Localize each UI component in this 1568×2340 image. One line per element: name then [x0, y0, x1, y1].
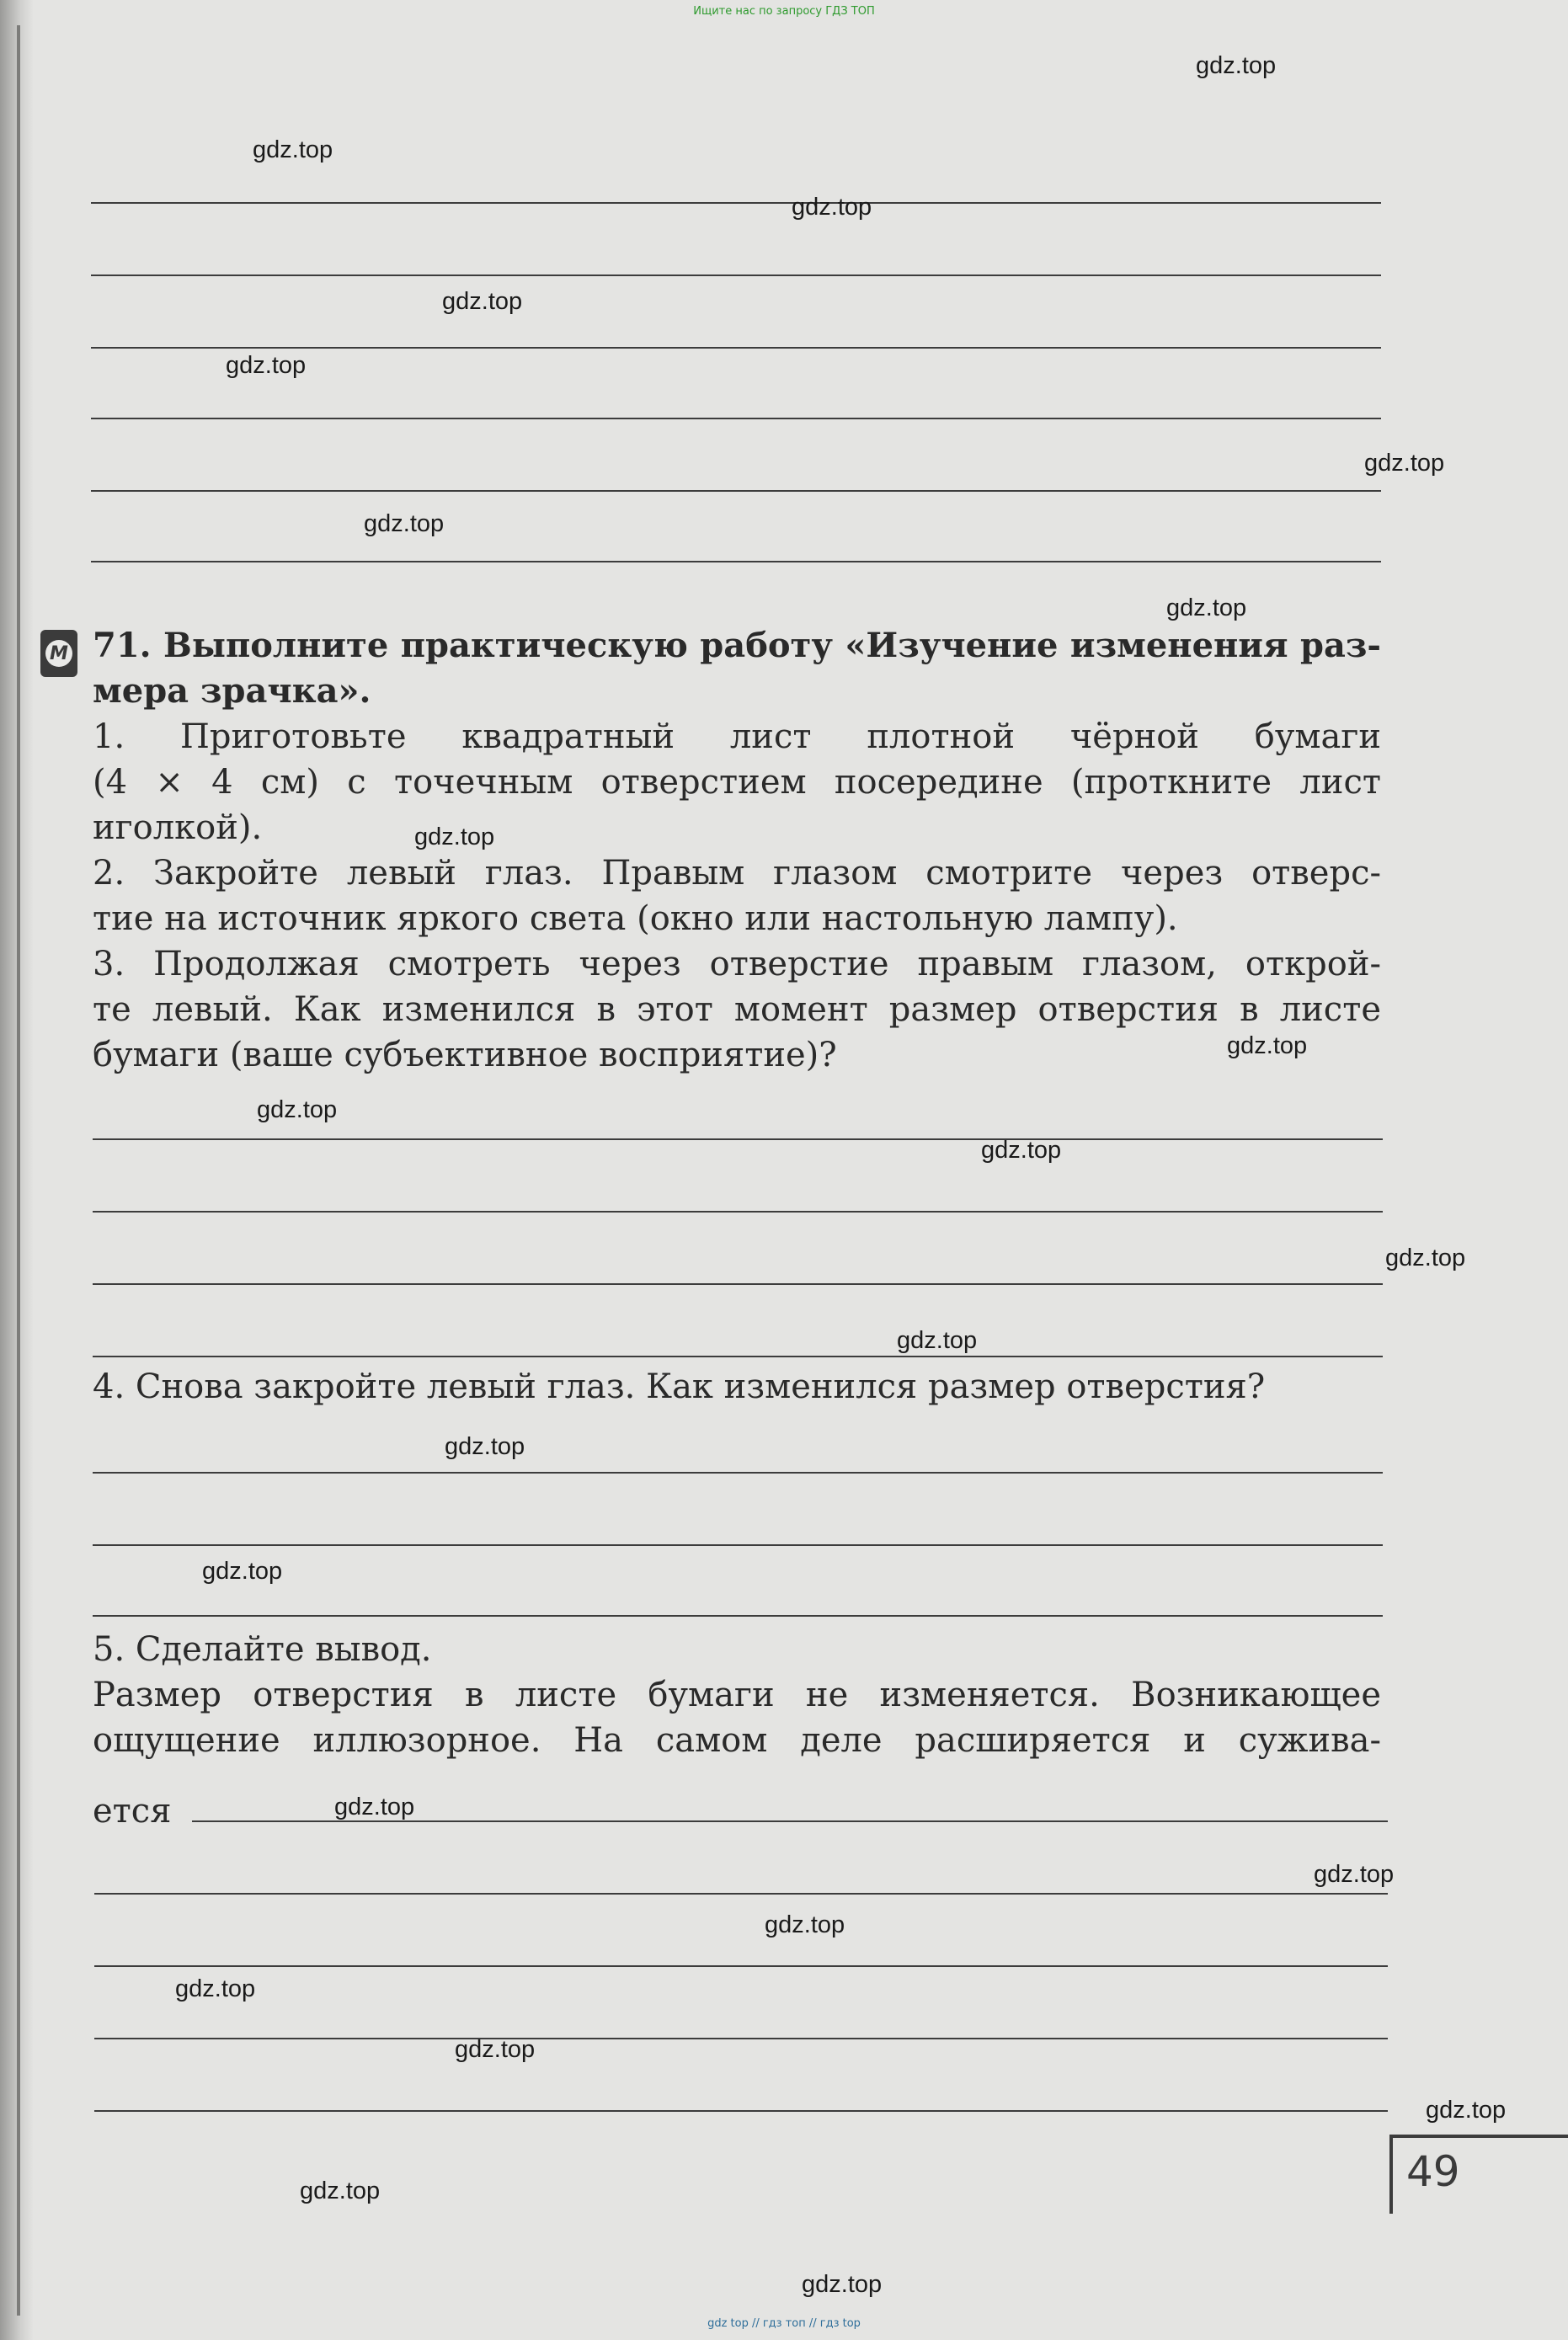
- m-icon-letter: М: [45, 640, 72, 667]
- watermark: gdz.top: [442, 288, 523, 315]
- watermark: gdz.top: [1364, 450, 1445, 477]
- answer-line: [91, 418, 1381, 419]
- answer-line: [93, 1615, 1383, 1617]
- step-line: бумаги (ваше субъективное восприятие)?: [93, 1036, 837, 1074]
- answer-line: [91, 275, 1381, 276]
- watermark: gdz.top: [257, 1096, 338, 1123]
- watermark: gdz.top: [1196, 52, 1277, 79]
- answer-line: [91, 490, 1381, 492]
- watermark: gdz.top: [1385, 1245, 1466, 1271]
- task-title-line-2: мера зрачка».: [93, 671, 371, 711]
- answer-line: [91, 561, 1381, 562]
- answer-line: [94, 1893, 1388, 1895]
- watermark: gdz.top: [253, 136, 333, 163]
- top-banner: Ищите нас по запросу ГДЗ ТОП: [693, 5, 875, 18]
- watermark: gdz.top: [981, 1137, 1062, 1164]
- page-binding-edge: [17, 25, 20, 2316]
- answer-line: [94, 1965, 1388, 1967]
- conclusion-line: Размер отверстия в листе бумаги не изменяется. Возникающее: [93, 1676, 1381, 1714]
- watermark: gdz.top: [202, 1558, 283, 1585]
- watermark: gdz.top: [414, 824, 495, 850]
- watermark: gdz.top: [765, 1911, 845, 1938]
- watermark: gdz.top: [1426, 2097, 1507, 2124]
- answer-line: [94, 2110, 1388, 2112]
- step-line: тие на источник яркого света (окно или настольную лампу).: [93, 899, 1178, 938]
- task-title-line-1: 71. Выполните практическую работу «Изучение изменения раз-: [93, 626, 1381, 665]
- bottom-banner: gdz top // гдз топ // гдз top: [707, 2317, 861, 2330]
- step-line: 3. Продолжая смотреть через отверстие правым глазом, открой-: [93, 945, 1381, 983]
- step-line: те левый. Как изменился в этот момент размер отверстия в листе: [93, 990, 1381, 1029]
- answer-line: [93, 1138, 1383, 1140]
- watermark: gdz.top: [1314, 1861, 1395, 1888]
- step-line: 2. Закройте левый глаз. Правым глазом смотрите через отверс-: [93, 854, 1381, 893]
- watermark: gdz.top: [792, 194, 872, 221]
- answer-line: [91, 347, 1381, 349]
- watermark: gdz.top: [300, 2177, 381, 2204]
- watermark: gdz.top: [1227, 1032, 1308, 1059]
- step-line: 1. Приготовьте квадратный лист плотной чёрной бумаги: [93, 717, 1381, 756]
- watermark: gdz.top: [175, 1975, 256, 2002]
- watermark: gdz.top: [897, 1327, 978, 1354]
- page-number: 49: [1406, 2147, 1460, 2196]
- answer-line: [94, 2038, 1388, 2039]
- step-line: иголкой).: [93, 808, 263, 847]
- watermark: gdz.top: [1166, 594, 1247, 621]
- watermark: gdz.top: [364, 510, 445, 537]
- answer-line: [91, 202, 1381, 204]
- watermark: gdz.top: [802, 2271, 883, 2298]
- step-5: 5. Сделайте вывод.: [93, 1630, 432, 1669]
- watermark: gdz.top: [445, 1433, 525, 1460]
- m-task-icon: [40, 630, 77, 677]
- watermark: gdz.top: [455, 2036, 536, 2063]
- answer-line: [93, 1544, 1383, 1546]
- answer-line: [93, 1283, 1383, 1285]
- step-line: (4 × 4 см) с точечным отверстием посередине (проткните лист: [93, 763, 1381, 802]
- conclusion-line: ется: [93, 1792, 172, 1831]
- conclusion-line: ощущение иллюзорное. На самом деле расширяется и сужива-: [93, 1721, 1381, 1760]
- step-4: 4. Снова закройте левый глаз. Как изменился размер отверстия?: [93, 1367, 1266, 1406]
- watermark: gdz.top: [334, 1794, 415, 1820]
- answer-line: [93, 1211, 1383, 1213]
- answer-line: [93, 1356, 1383, 1357]
- watermark: gdz.top: [226, 352, 307, 379]
- answer-line: [93, 1472, 1383, 1474]
